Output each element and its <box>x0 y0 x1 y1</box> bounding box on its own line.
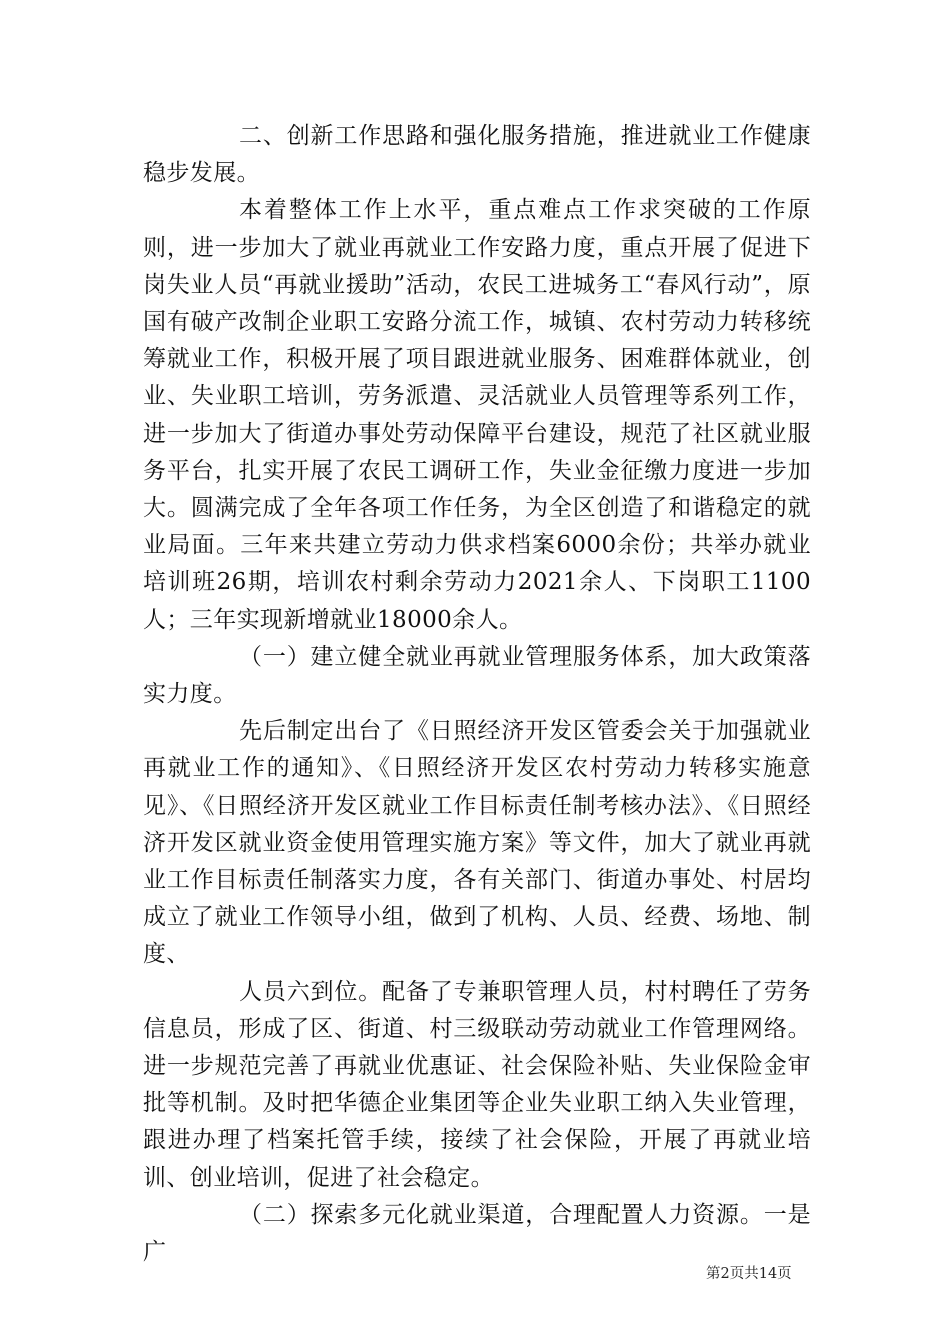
subsection-heading-1: （一）建立健全就业再就业管理服务体系，加大政策落实力度。 <box>143 643 811 708</box>
paragraph-policy-documents: 先后制定出台了《日照经济开发区管委会关于加强就业再就业工作的通知》、《日照经济开发区农村劳动力转移实施意见》、《日照经济开发区就业工作目标责任制考核办法》、《日照经济开发区就业资金使用管理实施方案》等文件，加大了就业再就业工作目标责任制落实力度，各有关部门、街道办事处、村居均成立了就业工作领导小组，做到了机构、人员、经费、场地、制度、 <box>143 718 811 968</box>
paragraph-work-overview: 本着整体工作上水平，重点难点工作求突破的工作原则，进一步加大了就业再就业工作安路力度，重点开展了促进下岗失业人员“再就业援助”活动，农民工进城务工“春风行动”，原国有破产改制企业职工安路分流工作，城镇、农村劳动力转移统筹就业工作，积极开展了项目跟进就业服务、困难群体就业，创业、失业职工培训，劳务派遣、灵活就业人员管理等系列工作，进一步加大了街道办事处劳动保障平台建设，规范了社区就业服务平台，扎实开展了农民工调研工作，失业金征缴力度进一步加大。圆满完成了全年各项工作任务，为全区创造了和谐稳定的就业局面。三年来共建立劳动力供求档案6000余份；共举办就业培训班26期，培训农村剩余劳动力2021余人、下岗职工1100人；三年实现新增就业18000余人。 <box>143 197 811 633</box>
paragraph-management-network: 人员六到位。配备了专兼职管理人员，村村聘任了劳务信息员，形成了区、街道、村三级联动劳动就业工作管理网络。进一步规范完善了再就业优惠证、社会保险补贴、失业保险金审批等机制。及时把华德企业集团等企业失业职工纳入失业管理，跟进办理了档案托管手续，接续了社会保险，开展了再就业培训、创业培训，促进了社会稳定。 <box>143 978 811 1191</box>
section-heading-innovation: 二、创新工作思路和强化服务措施，推进就业工作健康稳步发展。 <box>143 123 811 187</box>
subsection-heading-2: （二）探索多元化就业渠道，合理配置人力资源。一是广 <box>143 1201 811 1266</box>
page-number-footer: 第2页共14页 <box>706 1266 792 1282</box>
document-body <box>143 118 811 1271</box>
